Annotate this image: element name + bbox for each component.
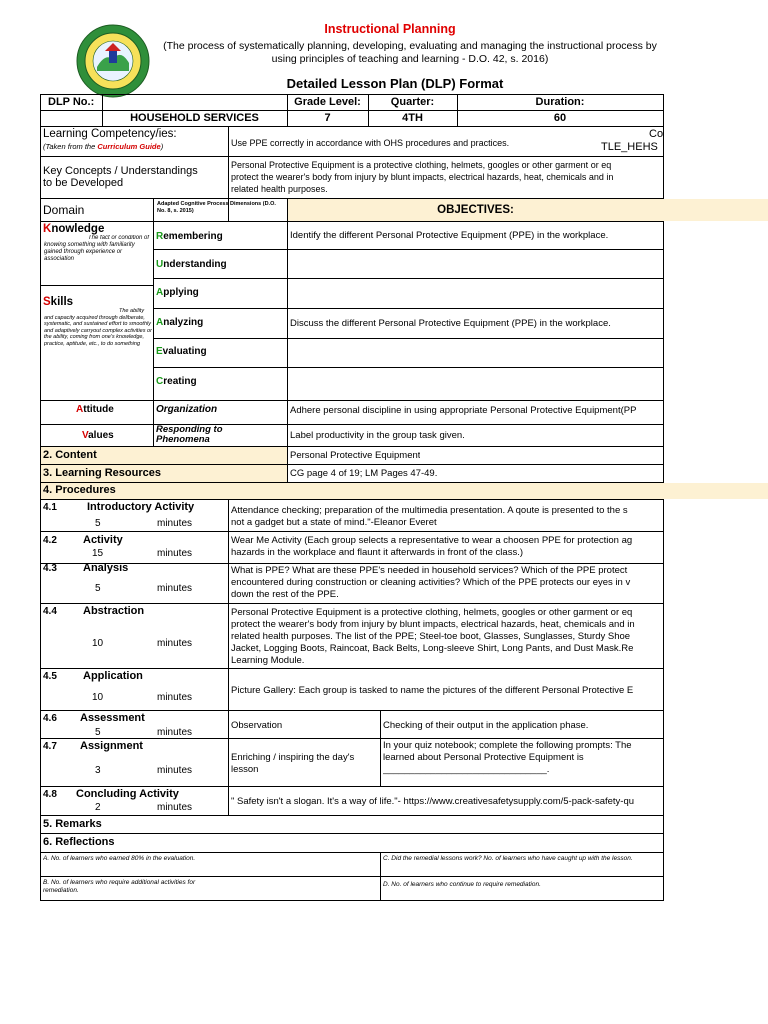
procedure-number: 4.4 [43, 606, 57, 617]
dlp-number-label: DLP No.: [48, 96, 95, 108]
evaluating-label: Evaluating [156, 346, 207, 357]
procedure-text: Checking of their output in the application phase. [383, 720, 589, 731]
division-logo [75, 23, 151, 99]
procedure-text: learned about Personal Protective Equipment is [383, 752, 584, 763]
creating-label: Creating [156, 376, 197, 387]
procedure-text: down the rest of the PPE. [231, 589, 339, 600]
objectives-label: OBJECTIVES: [437, 204, 514, 216]
resources-value: CG page 4 of 19; LM Pages 47-49. [290, 468, 438, 479]
procedure-unit: minutes [157, 727, 193, 738]
procedure-unit: minutes [157, 518, 193, 529]
procedure-text: related health purposes. The list of the PPE; Steel-toe boot, Glasses, Sunglasses, Sturdy Shoe [231, 631, 631, 642]
competency-text: Use PPE correctly in accordance with OHS procedures and practices. [231, 138, 510, 148]
page-subtitle-line2: using principles of teaching and learning - D.O. 42, s. 2016) [271, 53, 549, 65]
page-subtitle-line1: (The process of systematically planning, developing, evaluating and managing the instructional process by [163, 40, 657, 52]
procedure-text: Attendance checking; preparation of the multimedia presentation. A qoute is presented to the s [231, 505, 628, 516]
organization-label: Organization [156, 404, 218, 415]
procedure-title: Introductory Activity [87, 501, 195, 513]
procedure-number: 4.7 [43, 741, 57, 752]
procedure-minutes: 3 [95, 765, 101, 776]
competency-code-label: Co [649, 128, 664, 140]
content-label: 2. Content [43, 449, 97, 461]
procedure-text: not a gadget but a state of mind."-Eleanor Everet [231, 517, 437, 528]
reflection-a: A. No. of learners who earned 80% in the evaluation. [43, 855, 196, 862]
reflections-label: 6. Reflections [43, 836, 115, 848]
content-value: Personal Protective Equipment [290, 450, 421, 461]
procedure-number: 4.8 [43, 789, 57, 800]
format-title: Detailed Lesson Plan (DLP) Format [286, 76, 504, 91]
procedure-title: Assessment [80, 712, 145, 724]
procedure-text: Picture Gallery: Each group is tasked to name the pictures of the different Personal Protective E [231, 685, 634, 696]
objective-remembering: Identify the different Personal Protective Equipment (PPE) in the workplace. [290, 230, 609, 241]
procedure-text: _______________________________. [383, 764, 550, 775]
procedure-unit: minutes [157, 802, 193, 813]
reflection-d: D. No. of learners who continue to require remediation. [383, 881, 541, 888]
objective-analyzing: Discuss the different Personal Protective Equipment (PPE) in the workplace. [290, 318, 611, 329]
procedure-title: Activity [83, 534, 123, 546]
objective-values: Label productivity in the group task given. [290, 430, 465, 441]
procedure-minutes: 5 [95, 583, 101, 594]
key-concepts-label-line2: to be Developed [43, 177, 124, 189]
key-concepts-line1: Personal Protective Equipment is a protective clothing, helmets, googles or other garment or eq [231, 160, 612, 170]
dimensions-note: Adapted Cognitive Process Dimensions (D.O. No. 8, s. 2015) [157, 201, 276, 214]
page-title: Instructional Planning [324, 22, 456, 36]
key-concepts-line2: protect the wearer's body from injury by blunt impacts, electrical hazards, heat, chemicals and in [231, 172, 614, 182]
attitude-label: Attitude [76, 404, 114, 415]
competency-code-value: TLE_HEHS [601, 141, 658, 153]
procedure-title: Abstraction [83, 605, 145, 617]
duration-value: 60 [553, 112, 567, 124]
procedure-text: encountered during construction or cleaning activities? Which of the PPE protects our eyes in v [231, 577, 631, 588]
remembering-label: Remembering [156, 231, 223, 242]
knowledge-description: The fact or condition of knowing something with familiarity gained through experience or association [44, 235, 150, 262]
procedure-number: 4.5 [43, 671, 57, 682]
grade-level-value: 7 [324, 112, 331, 124]
procedure-title: Concluding Activity [76, 788, 179, 800]
procedure-minutes: 10 [92, 638, 104, 649]
procedure-text: protect the wearer's body from injury by blunt impacts, electrical hazards, heat, chemicals and in [231, 619, 635, 630]
procedure-unit: minutes [157, 692, 193, 703]
reflection-c: C. Did the remedial lessons work? No. of learners who have caught up with the lesson. [383, 855, 633, 862]
grade-level-label: Grade Level: [294, 96, 361, 108]
duration-label: Duration: [535, 96, 585, 108]
analyzing-label: Analyzing [156, 317, 204, 328]
resources-label: 3. Learning Resources [43, 467, 161, 479]
applying-label: Applying [156, 287, 199, 298]
procedure-text: In your quiz notebook; complete the following prompts: The [383, 740, 632, 751]
procedure-minutes: 2 [95, 802, 101, 813]
procedure-text: Observation [231, 720, 283, 731]
remarks-label: 5. Remarks [43, 818, 102, 830]
procedure-text: Enriching / inspiring the day's [231, 752, 355, 763]
procedure-minutes: 5 [95, 727, 101, 738]
procedure-number: 4.1 [43, 502, 57, 513]
subject-value: HOUSEHOLD SERVICES [130, 112, 259, 124]
responding-label: Responding to Phenomena [156, 425, 223, 445]
procedure-text: Learning Module. [231, 655, 305, 666]
quarter-label: Quarter: [390, 96, 435, 108]
procedure-text: " Safety isn't a slogan. It's a way of life."- https://www.creativesafetysupply.com/5-pack-safety-qu [231, 796, 635, 807]
procedure-minutes: 15 [92, 548, 104, 559]
procedure-number: 4.3 [43, 563, 57, 574]
procedure-unit: minutes [157, 583, 193, 594]
values-label: Values [82, 430, 114, 441]
knowledge-label: Knowledge [43, 223, 105, 235]
procedure-text: What is PPE? What are these PPE's needed in household services? Which of the PPE protect [231, 565, 628, 576]
objective-organization: Adhere personal discipline in using appropriate Personal Protective Equipment(PP [290, 405, 637, 416]
reflection-b: B. No. of learners who require additional activities for remediation. [43, 879, 196, 894]
competency-note: (Taken from the Curriculum Guide) [43, 142, 164, 151]
procedure-text: Personal Protective Equipment is a protective clothing, helmets, googles or other garment or eq [231, 607, 633, 618]
procedure-title: Analysis [83, 562, 129, 574]
procedure-text: lesson [231, 764, 259, 775]
domain-label: Domain [43, 204, 85, 217]
procedure-title: Assignment [80, 740, 143, 752]
procedure-text: hazards in the workplace and flaunt it afterwards in front of the class.) [231, 547, 524, 558]
quarter-value: 4TH [402, 112, 423, 124]
skills-label: Skills [43, 296, 74, 308]
procedure-unit: minutes [157, 765, 193, 776]
key-concepts-line3: related health purposes. [231, 184, 328, 194]
understanding-label: Understanding [156, 259, 227, 270]
procedure-title: Application [83, 670, 143, 682]
procedure-minutes: 5 [95, 518, 101, 529]
skills-description: The ability and capacity acquired through deliberate, systematic, and sustained effort to smoothly and adaptively carryout complex activities or the ability, coming from one's knowledge, practice, aptitude, etc., to do something [44, 308, 152, 347]
procedure-minutes: 10 [92, 692, 104, 703]
procedure-text: Wear Me Activity (Each group selects a representative to wear a choosen PPE for protection ag [231, 535, 633, 546]
procedures-label: 4. Procedures [43, 484, 116, 496]
procedure-text: Jacket, Logging Boots, Raincoat, Back Belts, Long-sleeve Shirt, Long Pants, and Dust Mask.Re [231, 643, 634, 654]
procedure-number: 4.6 [43, 713, 57, 724]
curriculum-guide-link[interactable]: Curriculum Guide [97, 142, 161, 151]
competency-label: Learning Competency/ies: [43, 128, 177, 140]
procedure-number: 4.2 [43, 535, 57, 546]
procedure-unit: minutes [157, 548, 193, 559]
procedure-unit: minutes [157, 638, 193, 649]
key-concepts-label-line1: Key Concepts / Understandings [43, 165, 198, 177]
